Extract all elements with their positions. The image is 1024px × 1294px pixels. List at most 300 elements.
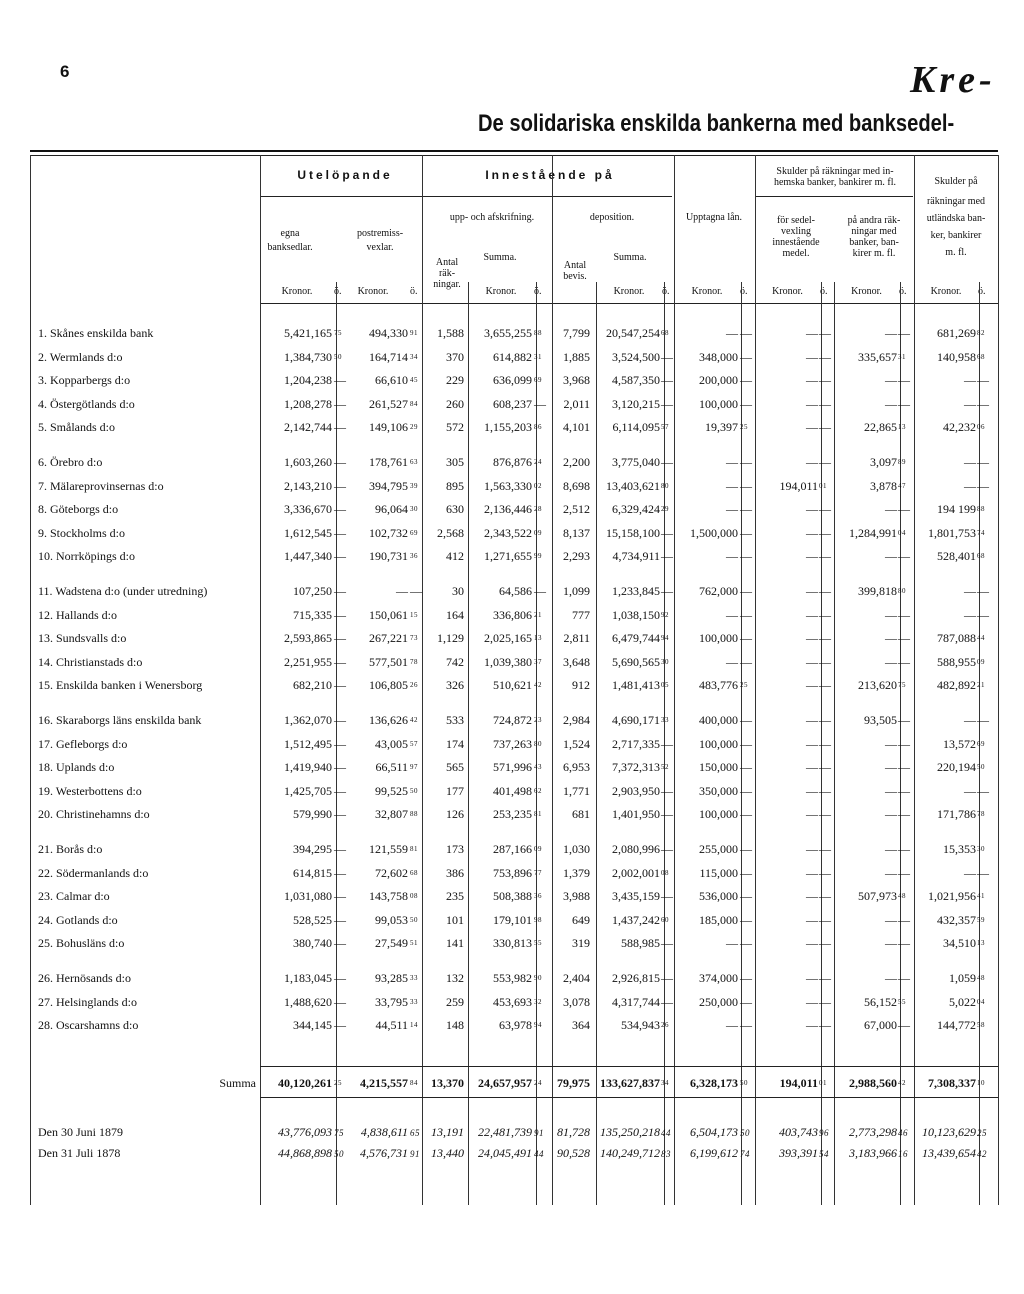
row-value: 6,199,612 (690, 1146, 738, 1160)
row-label: Den 30 Juni 1879 (38, 1125, 123, 1139)
row-value: 13,370 (431, 1076, 464, 1090)
row-value: 1,563,330 (484, 479, 532, 493)
row-label: 14. Christianstads d:o (38, 655, 143, 669)
row-label: 1. Skånes enskilda bank (38, 326, 154, 340)
row-ore-value: — (819, 526, 832, 540)
row-ore-value: — (334, 502, 347, 516)
row-value: 13,439,654 (922, 1146, 976, 1160)
row-value: 787,088 (937, 631, 976, 645)
row-value: — (806, 866, 818, 880)
row-value: 4,101 (563, 420, 590, 434)
row-value: 6,504,173 (690, 1125, 738, 1139)
header-banksedlar: banksedlar. (267, 242, 313, 253)
row-value: 2,343,522 (484, 526, 532, 540)
row-value: — (806, 713, 818, 727)
row-value: 483,776 (699, 678, 738, 692)
row-ore-value: 73 (410, 634, 418, 642)
row-ore-value: 30 (977, 845, 985, 853)
row-value: 19,397 (705, 420, 738, 434)
row-ore-value: — (740, 455, 753, 469)
row-ore-value: — (740, 971, 753, 985)
row-value: 1,021,956 (928, 889, 976, 903)
row-value: 753,896 (493, 866, 532, 880)
row-ore-value: 14 (410, 1021, 418, 1029)
row-value: — (806, 995, 818, 1009)
row-ore-value: — (740, 760, 753, 774)
row-value: — (885, 760, 897, 774)
row-ore-value: 57 (661, 423, 669, 431)
header-antal: Antal (435, 257, 459, 268)
row-value: — (806, 455, 818, 469)
row-ore-value: — (740, 866, 753, 880)
row-value: 174 (446, 737, 464, 751)
row-value: 185,000 (699, 913, 738, 927)
row-ore-value: 80 (661, 482, 669, 490)
row-value: 4,215,557 (360, 1076, 408, 1090)
innestaende-rule (424, 196, 672, 197)
row-value: 330,813 (493, 936, 532, 950)
header-upptagna: Upptagna lån. (685, 212, 743, 223)
unit-kronor: Kronor. (613, 286, 645, 297)
row-value: 3,968 (563, 373, 590, 387)
row-ore-value: — (334, 737, 347, 751)
row-value: 6,329,424 (612, 502, 660, 516)
row-value: 565 (446, 760, 464, 774)
row-value: 8,137 (563, 526, 590, 540)
row-ore-value: 77 (534, 869, 542, 877)
row-value: 1,603,260 (284, 455, 332, 469)
row-value: 681 (572, 807, 590, 821)
row-value: 364 (572, 1018, 590, 1032)
row-label: 12. Hallands d:o (38, 608, 117, 622)
row-value: 630 (446, 502, 464, 516)
row-value: 3,120,215 (612, 397, 660, 411)
row-value: 762,000 (699, 584, 738, 598)
row-value: 22,865 (864, 420, 897, 434)
header-innestaende: Innestående på (485, 168, 615, 182)
row-value: 403,743 (779, 1125, 818, 1139)
row-value: — (964, 584, 976, 598)
row-ore-value: — (334, 373, 347, 387)
row-ore-value: 29 (410, 423, 418, 431)
header-bevis: bevis. (563, 271, 587, 282)
unit-kronor: Kronor. (281, 286, 313, 297)
unit-ore: ö. (410, 286, 418, 297)
row-value: — (964, 373, 976, 387)
row-label: 26. Hernösands d:o (38, 971, 131, 985)
row-value: 143,758 (369, 889, 408, 903)
row-value: 577,501 (369, 655, 408, 669)
row-value: 150,000 (699, 760, 738, 774)
unit-ore: ö. (334, 286, 342, 297)
row-value: — (806, 936, 818, 950)
row-ore-value: — (898, 784, 911, 798)
row-ore-value: 52 (661, 763, 669, 771)
row-value: 508,388 (493, 889, 532, 903)
header-bottom-rule (260, 303, 998, 304)
row-label: 13. Sundsvalls d:o (38, 631, 127, 645)
row-value: 99,525 (375, 784, 408, 798)
row-ore-value: 58 (977, 1021, 985, 1029)
row-value: 4,690,171 (612, 713, 660, 727)
row-label: Den 31 Juli 1878 (38, 1146, 121, 1160)
row-ore-value: — (661, 584, 674, 598)
row-value: 44,511 (375, 1018, 408, 1032)
row-ore-value: — (740, 549, 753, 563)
row-ore-value: — (977, 479, 990, 493)
row-ore-value: — (740, 526, 753, 540)
row-ore-value: — (819, 1018, 832, 1032)
row-ore-value: — (819, 913, 832, 927)
row-ore-value: — (819, 807, 832, 821)
row-value: 194,011 (779, 479, 818, 493)
row-ore-value: — (661, 737, 674, 751)
row-value: 267,221 (369, 631, 408, 645)
row-ore-value: 37 (534, 658, 542, 666)
row-ore-value: — (334, 479, 347, 493)
row-value: 3,097 (870, 455, 897, 469)
row-value: — (885, 502, 897, 516)
row-ore-value: 08 (410, 892, 418, 900)
row-ore-value: 06 (977, 423, 985, 431)
row-value: 1,039,380 (484, 655, 532, 669)
row-value: 608,237 (493, 397, 532, 411)
row-value: 553,982 (493, 971, 532, 985)
row-ore-value: 32 (534, 998, 542, 1006)
row-value: 3,524,500 (612, 350, 660, 364)
row-value: — (885, 397, 897, 411)
row-value: 67,000 (864, 1018, 897, 1032)
row-value: 1,030 (563, 842, 590, 856)
row-label: 18. Uplands d:o (38, 760, 115, 774)
row-value: 1,208,278 (284, 397, 332, 411)
row-ore-value: 23 (534, 716, 542, 724)
row-ore-value: — (819, 608, 832, 622)
unit-ore: ö. (899, 286, 907, 297)
row-ore-value: 91 (410, 329, 418, 337)
row-value: 399,818 (858, 584, 897, 598)
row-ore-value: — (740, 995, 753, 1009)
row-ore-value: 16 (898, 1149, 908, 1159)
row-ore-value: — (740, 1018, 753, 1032)
row-value: 912 (572, 678, 590, 692)
row-value: 350,000 (699, 784, 738, 798)
row-value: — (806, 737, 818, 751)
row-ore-value: — (334, 455, 347, 469)
row-value: 1,588 (437, 326, 464, 340)
row-value: 141 (446, 936, 464, 950)
row-ore-value: — (661, 807, 674, 821)
row-ore-value: 36 (534, 892, 542, 900)
row-value: 1,612,545 (284, 526, 332, 540)
row-ore-value: — (898, 842, 911, 856)
row-value: 43,005 (375, 737, 408, 751)
row-ore-value: 69 (977, 740, 985, 748)
row-value: 126 (446, 807, 464, 821)
row-value: 1,524 (563, 737, 590, 751)
header-summa-1: Summa. (483, 252, 517, 263)
row-ore-value: — (334, 584, 347, 598)
row-ore-value: 50 (334, 353, 342, 361)
row-value: 1,481,413 (612, 678, 660, 692)
row-ore-value: 08 (661, 869, 669, 877)
header-for-sedel-1: för sedel- (776, 215, 816, 226)
row-value: — (885, 608, 897, 622)
row-ore-value: 84 (410, 1079, 418, 1087)
row-ore-value: — (661, 549, 674, 563)
row-value: 2,926,815 (612, 971, 660, 985)
row-value: 99,053 (375, 913, 408, 927)
row-ore-value: — (661, 397, 674, 411)
row-value: 1,401,950 (612, 807, 660, 821)
row-ore-value: — (819, 889, 832, 903)
row-value: 259 (446, 995, 464, 1009)
row-ore-value: 24 (534, 458, 542, 466)
row-value: 106,805 (369, 678, 408, 692)
row-value: 305 (446, 455, 464, 469)
row-value: — (806, 971, 818, 985)
row-ore-value: — (534, 397, 547, 411)
row-ore-value: — (977, 584, 990, 598)
row-ore-value: — (977, 784, 990, 798)
row-value: — (806, 420, 818, 434)
row-value: 6,328,173 (690, 1076, 738, 1090)
row-value: 2,404 (563, 971, 590, 985)
row-ore-value: 97 (410, 763, 418, 771)
header-top-rule-2 (30, 155, 998, 156)
row-value: 394,295 (293, 842, 332, 856)
row-value: 2,903,950 (612, 784, 660, 798)
row-value: 432,357 (937, 913, 976, 927)
column-rule (998, 155, 999, 1205)
row-value: 10,123,629 (922, 1125, 976, 1139)
row-value: 742 (446, 655, 464, 669)
row-value: — (806, 889, 818, 903)
row-ore-value: 09 (534, 529, 542, 537)
header-upp-och: upp- och afskrifning. (449, 212, 535, 223)
row-label: 17. Gefleborgs d:o (38, 737, 128, 751)
row-value: 93,285 (375, 971, 408, 985)
row-value: — (964, 713, 976, 727)
unit-kronor: Kronor. (485, 286, 517, 297)
row-value: 482,892 (937, 678, 976, 692)
row-ore-value: — (819, 971, 832, 985)
row-ore-value: 81 (534, 810, 542, 818)
row-ore-value: 44 (977, 634, 985, 642)
row-ore-value: 24 (534, 1079, 542, 1087)
row-value: 737,263 (493, 737, 532, 751)
unit-kronor: Kronor. (772, 286, 803, 297)
row-value: — (806, 807, 818, 821)
row-value: 507,973 (858, 889, 897, 903)
row-ore-value: — (898, 502, 911, 516)
row-value: 1,447,340 (284, 549, 332, 563)
header-antal-bevis: Antal (563, 260, 587, 271)
row-value: 3,183,966 (849, 1146, 897, 1160)
row-ore-value: 04 (977, 998, 985, 1006)
row-ore-value: — (334, 1018, 347, 1032)
row-value: — (964, 608, 976, 622)
row-ore-value: 68 (977, 552, 985, 560)
row-value: 510,621 (493, 678, 532, 692)
row-ore-value: 15 (410, 611, 418, 619)
row-value: 3,648 (563, 655, 590, 669)
row-ore-value: 25 (334, 1079, 342, 1087)
row-label: 27. Helsinglands d:o (38, 995, 137, 1009)
row-value: 588,985 (621, 936, 660, 950)
row-ore-value: — (740, 397, 753, 411)
unit-ore: ö. (740, 286, 748, 297)
row-value: 20,547,254 (606, 326, 660, 340)
row-ore-value: — (334, 713, 347, 727)
row-value: — (806, 784, 818, 798)
row-value: 90,528 (557, 1146, 590, 1160)
row-ore-value: 84 (410, 400, 418, 408)
row-ore-value: — (740, 889, 753, 903)
summa-rule (260, 1066, 998, 1067)
row-ore-value: — (819, 373, 832, 387)
row-value: 1,284,991 (849, 526, 897, 540)
row-ore-value: 04 (898, 529, 906, 537)
row-ore-value: 88 (534, 329, 542, 337)
row-ore-value: 55 (534, 939, 542, 947)
row-value: 682,210 (293, 678, 332, 692)
row-ore-value: 41 (977, 892, 985, 900)
header-skulder-inhem-1: Skulder på räkningar med in- (776, 166, 894, 177)
row-ore-value: — (740, 913, 753, 927)
row-ore-value: 42 (534, 681, 542, 689)
row-value: 42,232 (943, 420, 976, 434)
row-ore-value: — (819, 995, 832, 1009)
row-value: 528,525 (293, 913, 332, 927)
row-value: 579,990 (293, 807, 332, 821)
row-ore-value: 91 (410, 1149, 420, 1159)
header-skulder-utl-4: ker, bankirer (930, 230, 982, 241)
row-ore-value: — (334, 866, 347, 880)
row-value: 370 (446, 350, 464, 364)
row-value: 1,512,495 (284, 737, 332, 751)
row-label: 3. Kopparbergs d:o (38, 373, 131, 387)
row-value: — (806, 842, 818, 856)
row-ore-value: 34 (410, 353, 418, 361)
row-ore-value: — (977, 713, 990, 727)
row-ore-value: 54 (819, 1149, 829, 1159)
row-value: 261,527 (369, 397, 408, 411)
row-ore-value: 36 (410, 552, 418, 560)
row-ore-value: — (740, 631, 753, 645)
row-value: 6,479,744 (612, 631, 660, 645)
row-ore-value: 99 (534, 552, 542, 560)
row-value: 121,559 (369, 842, 408, 856)
row-value: 56,152 (864, 995, 897, 1009)
row-ore-value: — (898, 655, 911, 669)
row-value: 220,194 (937, 760, 976, 774)
row-ore-value: 26 (661, 1021, 669, 1029)
row-value: 715,335 (293, 608, 332, 622)
row-value: — (806, 678, 818, 692)
row-ore-value: — (819, 584, 832, 598)
row-value: 453,693 (493, 995, 532, 1009)
row-ore-value: — (740, 584, 753, 598)
row-value: 177 (446, 784, 464, 798)
row-label: 21. Borås d:o (38, 842, 103, 856)
row-ore-value: 05 (661, 681, 669, 689)
row-ore-value: 47 (898, 482, 906, 490)
row-value: 1,488,620 (284, 995, 332, 1009)
row-ore-value: 83 (661, 1149, 671, 1159)
row-label: 28. Oscarshamns d:o (38, 1018, 139, 1032)
row-value: 13,440 (431, 1146, 464, 1160)
row-ore-value: — (898, 1018, 911, 1032)
row-value: 1,233,845 (612, 584, 660, 598)
row-value: 1,771 (563, 784, 590, 798)
row-ore-value: 51 (410, 939, 418, 947)
header-pa-andra-2: ningar med (851, 226, 897, 237)
row-ore-value: 91 (534, 1128, 544, 1138)
row-value: — (885, 936, 897, 950)
row-ore-value: 10 (977, 1079, 985, 1087)
row-value: — (885, 842, 897, 856)
row-label: 15. Enskilda banken i Wenersborg (38, 678, 203, 692)
row-value: 81,728 (557, 1125, 590, 1139)
row-value: 2,988,560 (849, 1076, 897, 1090)
row-ore-value: 78 (977, 810, 985, 818)
header-vexlar: vexlar. (366, 242, 394, 253)
row-value: 194 199 (937, 502, 976, 516)
row-ore-value: 42 (977, 1149, 987, 1159)
row-ore-value: 88 (410, 810, 418, 818)
row-value: 533 (446, 713, 464, 727)
row-value: — (396, 584, 408, 598)
row-label: 2. Wermlands d:o (38, 350, 123, 364)
row-value: 614,882 (493, 350, 532, 364)
row-value: 102,732 (369, 526, 408, 540)
row-value: 3,655,255 (484, 326, 532, 340)
row-ore-value: 50 (977, 763, 985, 771)
row-value: 3,435,159 (612, 889, 660, 903)
row-ore-value: 25 (740, 681, 748, 689)
row-value: 179,101 (493, 913, 532, 927)
row-value: 27,549 (375, 936, 408, 950)
row-value: 2,593,865 (284, 631, 332, 645)
row-value: 681,269 (937, 326, 976, 340)
row-value: 2,773,298 (849, 1125, 897, 1139)
row-value: 7,308,337 (928, 1076, 976, 1090)
row-ore-value: 13 (534, 634, 542, 642)
row-value: 1,379 (563, 866, 590, 880)
row-value: 64,586 (499, 584, 532, 598)
header-ningar: ningar. (433, 279, 461, 290)
row-value: 250,000 (699, 995, 738, 1009)
row-value: 235 (446, 889, 464, 903)
row-ore-value: 31 (898, 353, 906, 361)
row-value: 2,002,001 (612, 866, 660, 880)
row-ore-value: 80 (898, 587, 906, 595)
row-ore-value: — (819, 842, 832, 856)
row-label: 22. Södermanlands d:o (38, 866, 149, 880)
row-ore-value: 33 (410, 998, 418, 1006)
row-ore-value: — (819, 655, 832, 669)
row-ore-value: — (898, 760, 911, 774)
row-value: 13,572 (943, 737, 976, 751)
row-ore-value: 13 (898, 423, 906, 431)
row-value: 24,045,491 (478, 1146, 532, 1160)
row-value: 4,734,911 (612, 549, 660, 563)
row-value: 260 (446, 397, 464, 411)
row-ore-value: — (898, 866, 911, 880)
header-for-sedel-4: medel. (782, 248, 810, 259)
row-value: 140,249,712 (600, 1146, 660, 1160)
